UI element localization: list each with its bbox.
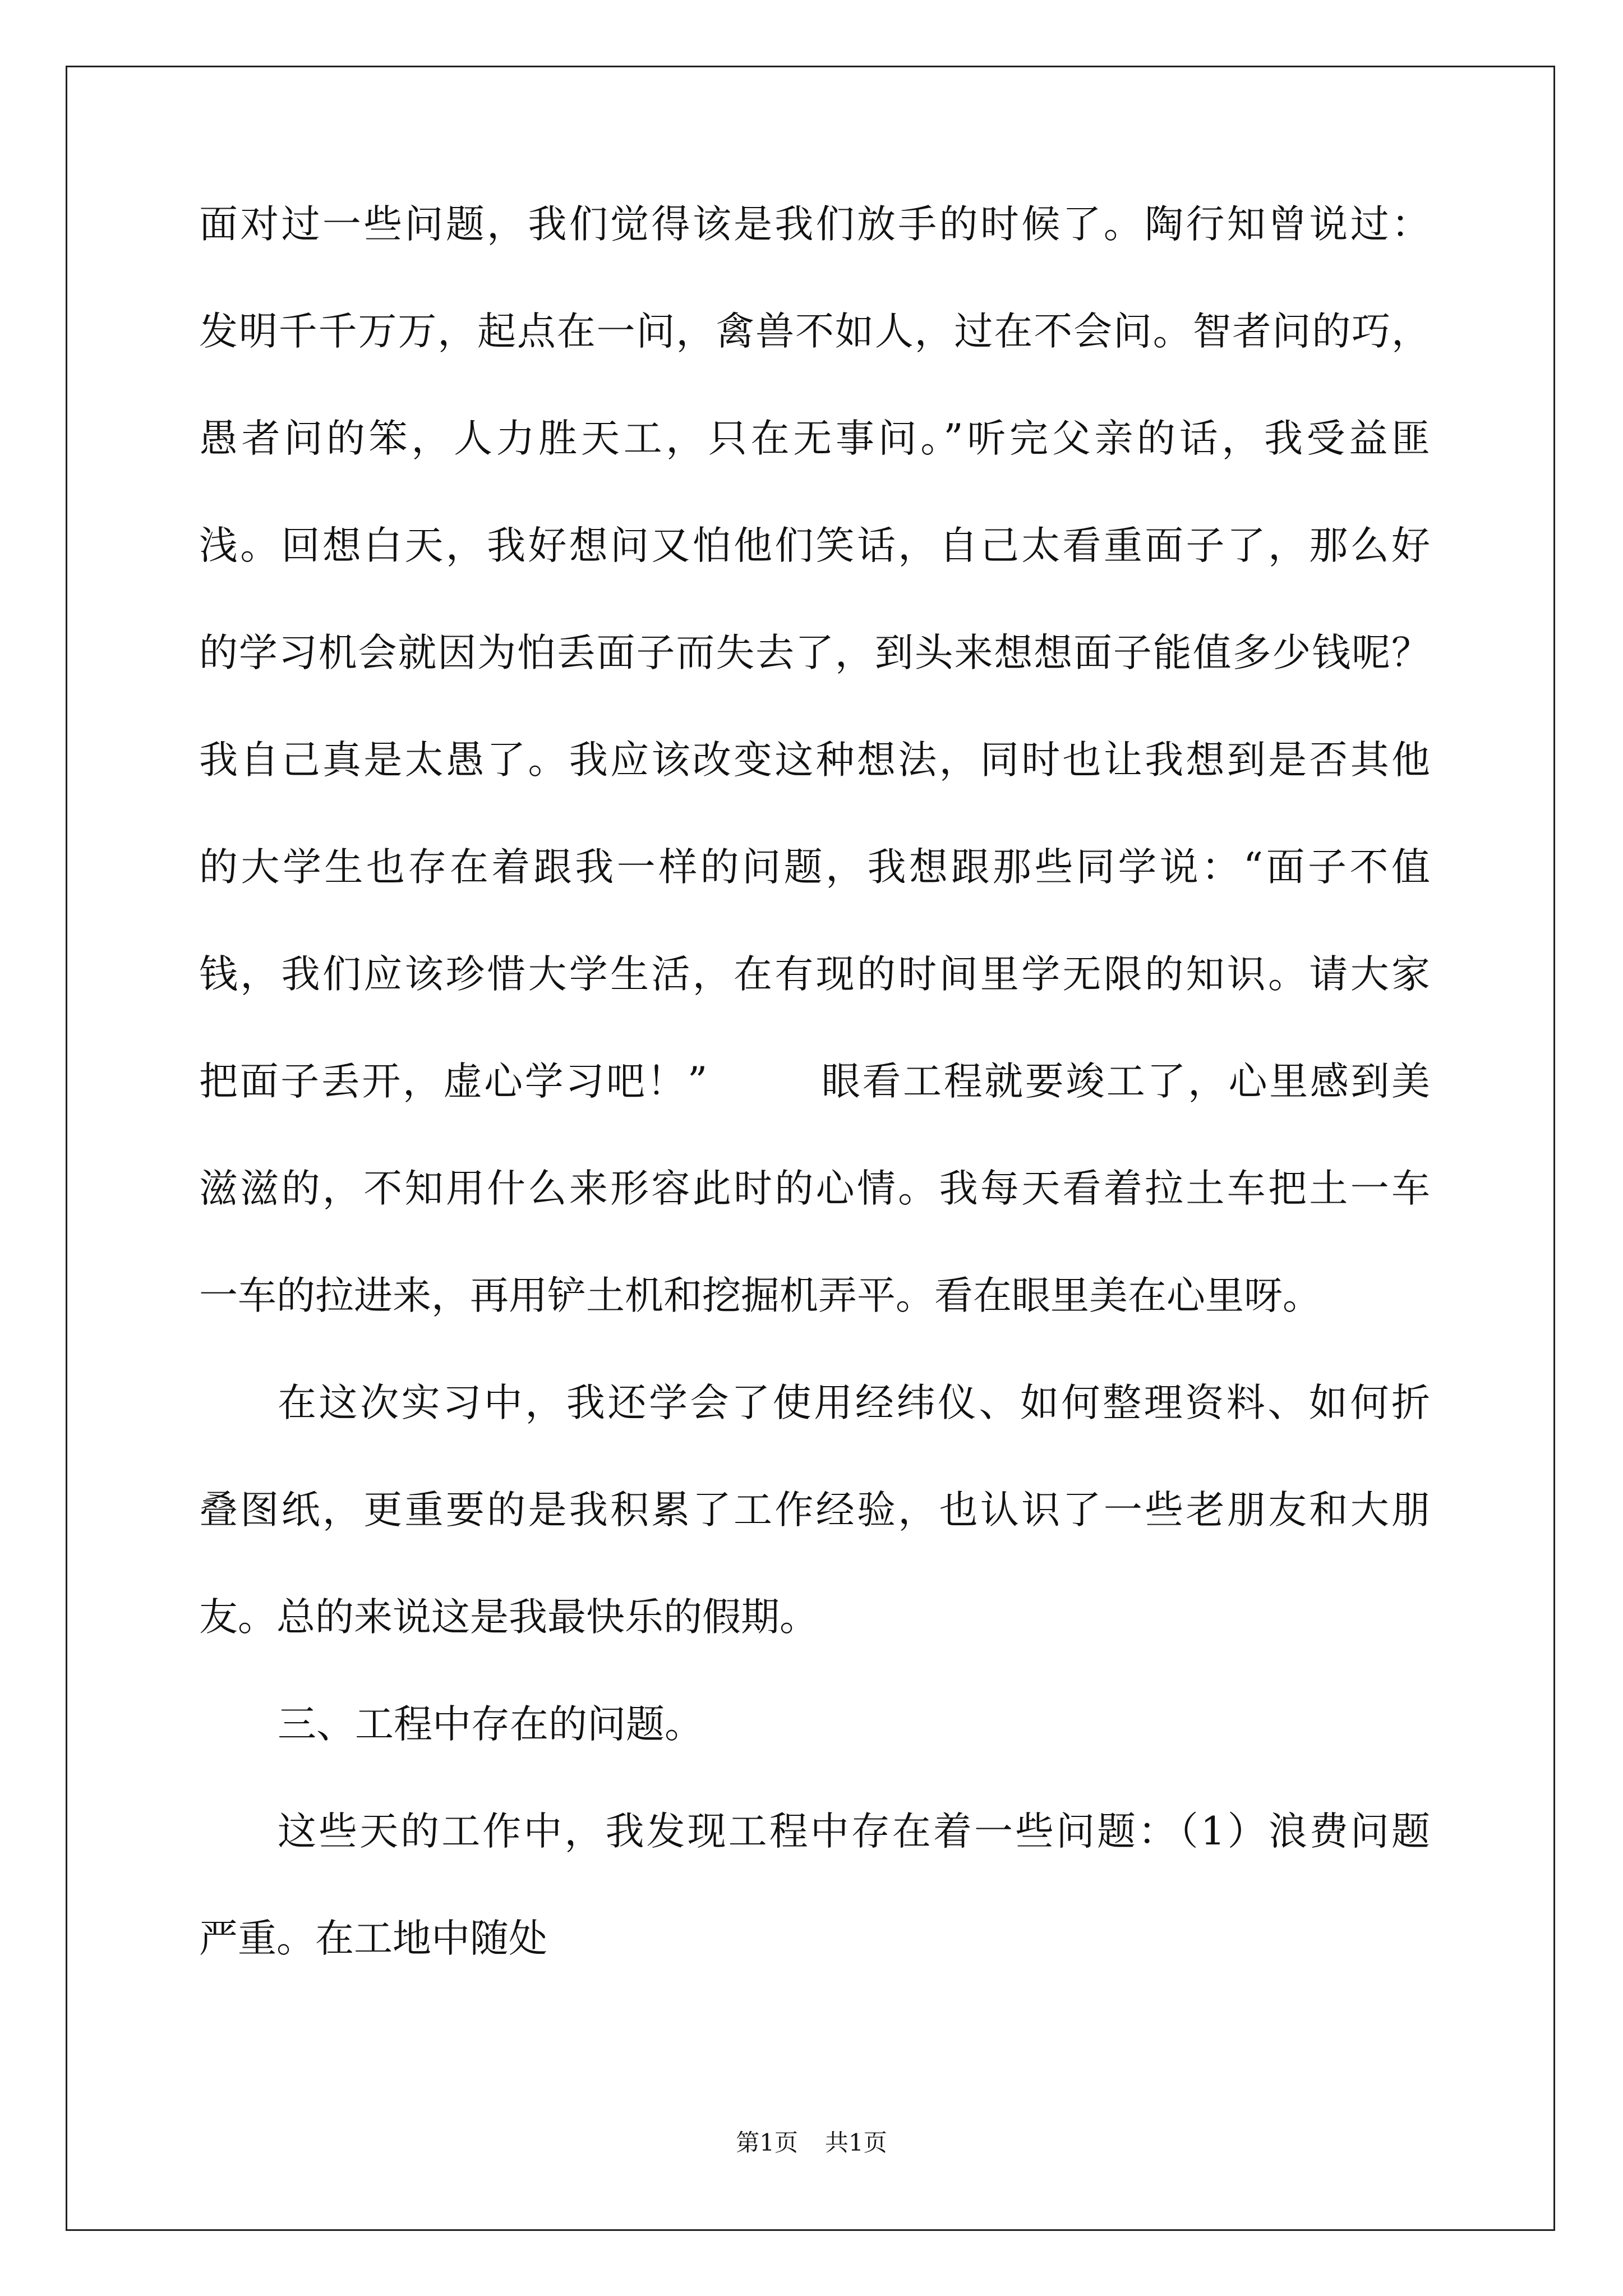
text-line: 一车的拉进来，再用铲土机和挖掘机弄平。看在眼里美在心里呀。 [199,1273,1321,1318]
document-body [199,202,1430,2023]
page-total: 共1页 [825,2129,887,2156]
text-line: 的学习机会就因为怕丢面子而失去了，到头来想想面子能值多少钱呢？ [199,631,1430,675]
text-line: 严重。在工地中随处 [199,1916,547,1961]
text-segment: 把面子丢开，虚心学习吧！” [199,1059,708,1104]
text-line: 友。总的来说这是我最快乐的假期。 [199,1595,818,1640]
text-line: 钱，我们应该珍惜大学生活，在有现的时间里学无限的知识。请大家 [199,952,1430,997]
section-heading: 三、工程中存在的问题。 [278,1702,703,1747]
text-line: 浅。回想白天，我好想问又怕他们笑话，自己太看重面子了，那么好 [199,523,1430,568]
page-footer [0,2129,1623,2157]
text-line: 愚者问的笨，人力胜天工，只在无事问。”听完父亲的话，我受益匪 [199,416,1430,461]
paragraph-first-line: 这些天的工作中，我发现工程中存在着一些问题：（1）浪费问题 [278,1809,1430,1854]
text-segment: 眼看工程就要竣工了，心里感到美 [819,1059,1430,1104]
text-line: 我自己真是太愚了。我应该改变这种想法，同时也让我想到是否其他 [199,738,1430,783]
text-line-split [199,1059,1430,1166]
text-line: 发明千千万万，起点在一问，禽兽不如人，过在不会问。智者问的巧， [199,309,1430,354]
page-number: 第1页 [736,2129,798,2156]
text-line: 叠图纸，更重要的是我积累了工作经验，也认识了一些老朋友和大朋 [199,1488,1430,1533]
text-line: 的大学生也存在着跟我一样的问题，我想跟那些同学说：“面子不值 [199,845,1430,890]
text-line: 面对过一些问题，我们觉得该是我们放手的时候了。陶行知曾说过： [199,202,1430,247]
text-line: 滋滋的，不知用什么来形容此时的心情。我每天看着拉土车把土一车 [199,1166,1430,1211]
paragraph-first-line: 在这次实习中，我还学会了使用经纬仪、如何整理资料、如何折 [278,1381,1430,1425]
